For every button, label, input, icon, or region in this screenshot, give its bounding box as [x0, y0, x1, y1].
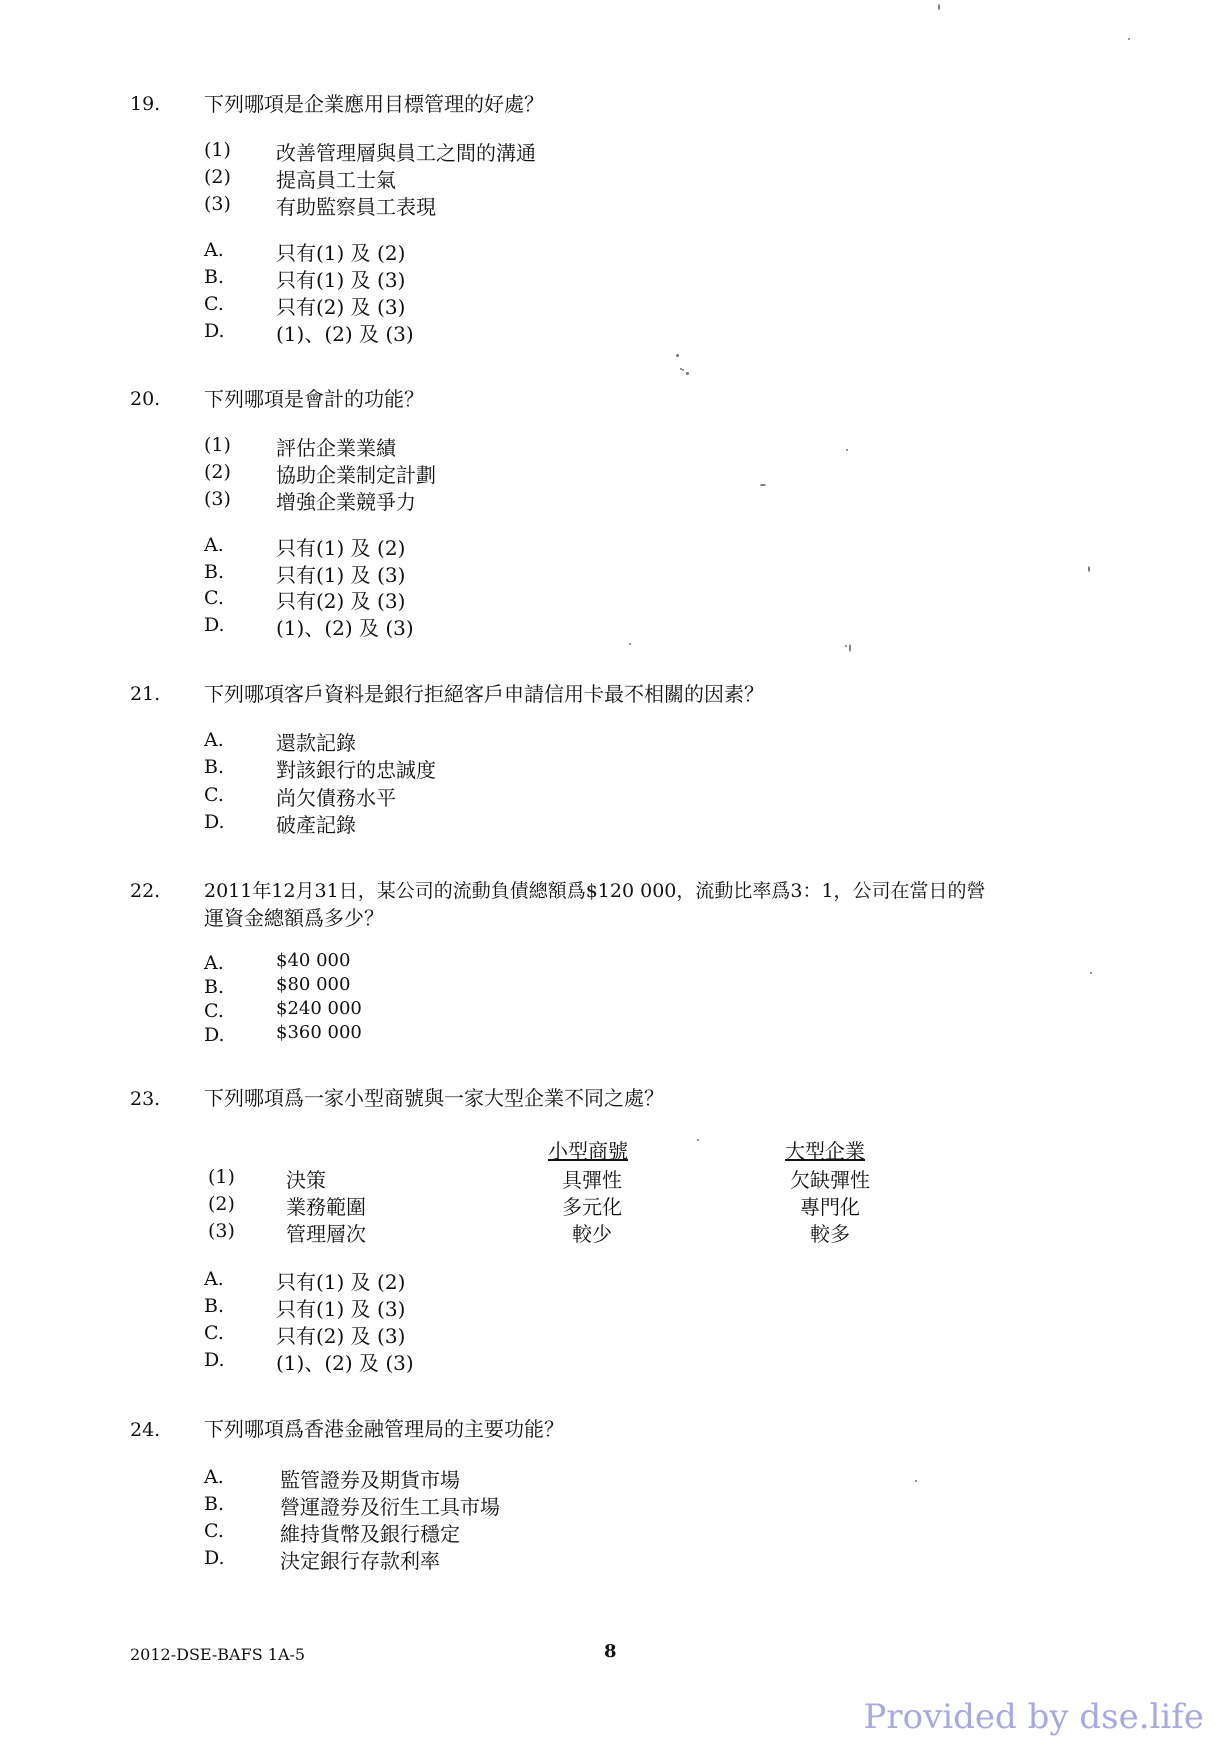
question-number: 22. [130, 880, 161, 902]
option-d-text: 決定銀行存款利率 [280, 1549, 440, 1573]
scan-speck [1088, 566, 1090, 572]
option-c-text: $240 000 [276, 998, 362, 1019]
scan-speck [676, 354, 679, 357]
table-cell-small: 具彈性 [562, 1168, 622, 1192]
option-c-text: 只有(2) 及 (3) [276, 295, 406, 319]
statement-text: 有助監察員工表現 [276, 195, 436, 219]
option-b-label[interactable]: B. [204, 1295, 225, 1317]
option-a-text: 監管證券及期貨市場 [280, 1468, 460, 1492]
option-b-label[interactable]: B. [204, 561, 225, 583]
statement-text: 協助企業制定計劃 [276, 463, 436, 487]
question-number: 20. [130, 388, 161, 410]
statement-label: (3) [204, 488, 231, 510]
scan-speck [629, 643, 631, 645]
scan-speck [849, 644, 851, 652]
table-cell-small: 多元化 [562, 1195, 622, 1219]
option-c-text: 維持貨幣及銀行穩定 [280, 1522, 460, 1546]
scan-speck [697, 1139, 699, 1141]
scan-speck [846, 449, 848, 451]
statement-label: (1) [204, 434, 231, 456]
scan-speck [760, 484, 766, 486]
option-c-text: 只有(2) 及 (3) [276, 1324, 406, 1348]
option-b-label[interactable]: B. [204, 756, 225, 778]
question-text-line1: 2011年12月31日，某公司的流動負債總額爲$120 000，流動比率爲3：1，公司在當日的營 [204, 880, 986, 902]
scan-speck [1090, 972, 1092, 974]
statement-label: (2) [204, 166, 231, 188]
option-a-text: $40 000 [276, 950, 351, 971]
scan-speck [938, 4, 940, 10]
option-d-label[interactable]: D. [204, 320, 225, 342]
scan-speck [845, 645, 847, 647]
table-row-label: (3) [208, 1220, 235, 1242]
question-text-line2: 運資金總額爲多少？ [204, 906, 384, 930]
option-d-label[interactable]: D. [204, 811, 225, 833]
option-c-text: 只有(2) 及 (3) [276, 589, 406, 613]
option-d-text: $360 000 [276, 1022, 362, 1043]
question-text: 下列哪項是企業應用目標管理的好處？ [204, 92, 544, 116]
page-number: 8 [604, 1641, 617, 1662]
option-a-label[interactable]: A. [204, 239, 224, 261]
option-b-text: 營運證券及衍生工具市場 [280, 1495, 500, 1519]
option-d-text: (1)、(2) 及 (3) [276, 322, 414, 346]
statement-text: 提高員工士氣 [276, 168, 396, 192]
table-cell-large: 較多 [810, 1222, 850, 1246]
option-d-label[interactable]: D. [204, 1024, 225, 1046]
option-b-label[interactable]: B. [204, 976, 225, 998]
statement-text: 改善管理層與員工之間的溝通 [276, 141, 536, 165]
option-a-label[interactable]: A. [204, 729, 224, 751]
table-cell-small: 較少 [572, 1222, 612, 1246]
option-c-label[interactable]: C. [204, 293, 224, 315]
option-a-text: 只有(1) 及 (2) [276, 1270, 406, 1294]
option-a-label[interactable]: A. [204, 1268, 224, 1290]
table-row-label: (2) [208, 1193, 235, 1215]
option-d-text: 破產記錄 [276, 813, 356, 837]
option-d-text: (1)、(2) 及 (3) [276, 1351, 414, 1375]
table-row-label: (1) [208, 1166, 235, 1188]
scan-speck [915, 1480, 917, 1482]
scan-speck [1128, 38, 1130, 40]
option-d-text: (1)、(2) 及 (3) [276, 616, 414, 640]
option-a-label[interactable]: A. [204, 534, 224, 556]
table-row-item: 業務範圍 [286, 1195, 366, 1219]
question-number: 23. [130, 1088, 161, 1110]
option-b-text: 只有(1) 及 (3) [276, 268, 406, 292]
scan-speck [682, 369, 684, 371]
question-number: 19. [130, 93, 161, 115]
watermark: Provided by dse.life [863, 1697, 1204, 1737]
option-a-text: 還款記錄 [276, 731, 356, 755]
option-b-text: 對該銀行的忠誠度 [276, 758, 436, 782]
option-b-text: 只有(1) 及 (3) [276, 563, 406, 587]
statement-text: 評估企業業績 [276, 436, 396, 460]
question-number: 24. [130, 1419, 161, 1441]
option-b-label[interactable]: B. [204, 1493, 225, 1515]
option-c-text: 尚欠債務水平 [276, 786, 396, 810]
column-header-large-enterprise: 大型企業 [785, 1139, 865, 1163]
option-a-text: 只有(1) 及 (2) [276, 536, 406, 560]
option-c-label[interactable]: C. [204, 1000, 224, 1022]
question-text: 下列哪項爲香港金融管理局的主要功能？ [204, 1417, 564, 1441]
scan-speck [686, 372, 689, 375]
option-c-label[interactable]: C. [204, 587, 224, 609]
column-header-small-firm: 小型商號 [548, 1139, 628, 1163]
option-a-label[interactable]: A. [204, 1466, 224, 1488]
statement-text: 增強企業競爭力 [276, 490, 416, 514]
option-a-label[interactable]: A. [204, 952, 224, 974]
question-number: 21. [130, 683, 161, 705]
question-text: 下列哪項是會計的功能？ [204, 387, 424, 411]
option-c-label[interactable]: C. [204, 1520, 224, 1542]
question-text: 下列哪項客戶資料是銀行拒絕客戶申請信用卡最不相關的因素？ [204, 682, 764, 706]
statement-label: (1) [204, 139, 231, 161]
table-row-item: 管理層次 [286, 1222, 366, 1246]
statement-label: (2) [204, 461, 231, 483]
statement-label: (3) [204, 193, 231, 215]
table-row-item: 決策 [286, 1168, 326, 1192]
option-d-label[interactable]: D. [204, 1547, 225, 1569]
option-b-text: $80 000 [276, 974, 351, 995]
option-a-text: 只有(1) 及 (2) [276, 241, 406, 265]
option-d-label[interactable]: D. [204, 1349, 225, 1371]
table-cell-large: 專門化 [800, 1195, 860, 1219]
option-c-label[interactable]: C. [204, 784, 224, 806]
option-b-label[interactable]: B. [204, 266, 225, 288]
option-c-label[interactable]: C. [204, 1322, 224, 1344]
paper-code: 2012-DSE-BAFS 1A-5 [130, 1645, 306, 1664]
table-cell-large: 欠缺彈性 [790, 1168, 870, 1192]
option-d-label[interactable]: D. [204, 614, 225, 636]
question-text: 下列哪項爲一家小型商號與一家大型企業不同之處？ [204, 1086, 664, 1110]
option-b-text: 只有(1) 及 (3) [276, 1297, 406, 1321]
